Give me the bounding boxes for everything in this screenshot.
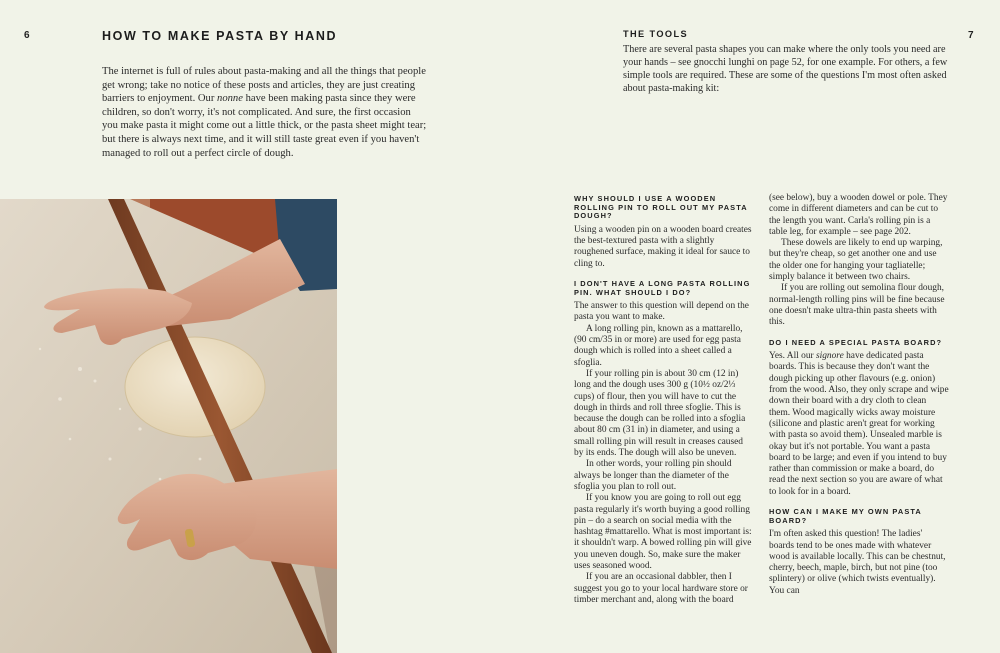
question-heading: DO I NEED A SPECIAL PASTA BOARD? [769,337,943,347]
intro-line: have been making pasta since they were [242,93,416,105]
intro-line: get wrong; take no notice of these posts and articles, they are just creating [102,79,416,91]
answer-italic-word: signore [815,351,844,362]
photo-illustration [0,199,337,653]
question-heading: WHY SHOULD I USE A WOODEN ROLLING PIN TO ROLL OUT MY PASTA DOUGH? [574,194,748,221]
intro-italic-word: nonne [217,93,243,105]
answer-paragraph: The answer to this question will depend on the pasta you want to make. [574,301,749,323]
section-intro: There are several pasta shapes you can make where the only tools you need are your hands – see gnocchi lunghi on page 52, for one example. For others, a few simple tools are required. These are some of the questions I'm most often asked about pasta-making kit: [623,44,948,95]
intro-line: you make pasta it might come out a little thick, or the pasta sheet might tear; [102,120,427,132]
answer-paragraph: (see below), buy a wooden dowel or pole. They come in different diameters and can be cut to the length you want. Carla's rolling pin is a table leg, for example – see page 202. [769,193,948,237]
qa-column-2 [769,193,949,597]
answer-paragraph: In other words, your rolling pin should always be longer than the diameter of the sfoglia you plan to roll out. [574,459,732,492]
answer-paragraph: If you are rolling out semolina flour dough, normal-length rolling pins will be fine because one doesn't make ultra-thin pasta sheets with this. [769,283,945,328]
answer-paragraph [769,351,949,498]
answer-paragraph: These dowels are likely to end up warping, but they're cheap, so get another one and use the older one for hanging your tagliatelle; simply balance it between two chairs. [769,238,943,283]
question-heading: HOW CAN I MAKE MY OWN PASTA BOARD? [769,507,922,525]
answer-paragraph: A long rolling pin, known as a mattarello, (90 cm/35 in or more) are used for egg pasta dough which is rolled into a sheet called a sfoglia. [574,323,743,368]
intro-line: but there is always next time, and it will still taste great even if you haven't [102,133,420,145]
answer-paragraph: If you know you are going to roll out egg pasta regularly it's worth buying a good rolling pin – do a search on social media with the hashtag #mattarello. What is most important is: it shouldn't warp. A bowed rolling pin will give you uneven dough. So, make sure the maker uses seasoned wood. [574,493,752,571]
answer-text: have dedicated pasta boards. This is because they don't want the dough picking up other flavours (e.g. onion) from the wood. Also, they only scrape and wipe down their board with a dry cloth to clean them. Wood magically wicks away moisture (silicone and plastic aren't great for working with pasta so avoid them). Unsealed marble is okay but it's not portable. You want a pasta board to be large; and even if you intend to buy rather than commission or make a board, do read the next section so you are aware of what to look for in a board. [769,351,949,497]
intro-line: managed to roll out a perfect circle of dough. [102,147,294,159]
intro-paragraph [102,65,442,160]
pasta-rolling-photo [0,199,337,653]
intro-line: barriers to enjoyment. Our [102,93,218,105]
answer-paragraph: If your rolling pin is about 30 cm (12 in) long and the dough uses 300 g (10½ oz/2⅓ cups) of flour, then you will have to cut the dough in thirds and roll three sfoglie. This is because the dough can be rolled into a sfoglia about 80 cm (31 in) in diameter, and using a small rolling pin will result in creases caused by its ends. The dough will also be uneven. [574,368,746,459]
page-number-right: 7 [968,30,974,41]
answer-text: Yes. All our [769,351,816,362]
page-title: HOW TO MAKE PASTA BY HAND [102,29,338,43]
answer-paragraph: Using a wooden pin on a wooden board creates the best-textured pasta with a slightly roughened surface, making it ideal for sauce to cling to. [574,224,752,269]
question-heading: I DON'T HAVE A LONG PASTA ROLLING PIN. WHAT SHOULD I DO? [574,278,751,297]
section-title: THE TOOLS [623,29,689,39]
qa-column-1 [574,195,752,606]
answer-paragraph: If you are an occasional dabbler, then I suggest you go to your local hardware store or timber merchant and, along with the board [574,572,748,605]
intro-line: children, so don't worry, it's not complicated. And sure, the first occasion [102,106,411,118]
intro-line: The internet is full of rules about pasta-making and all the things that people [102,66,426,77]
page-number-left: 6 [24,30,30,41]
answer-paragraph: I'm often asked this question! The ladies' boards tend to be ones made with whatever wood is available locally. This can be chestnut, cherry, beech, maple, birch, but not pine (too splintery) or olive (which twists eventually). You can [769,529,946,596]
